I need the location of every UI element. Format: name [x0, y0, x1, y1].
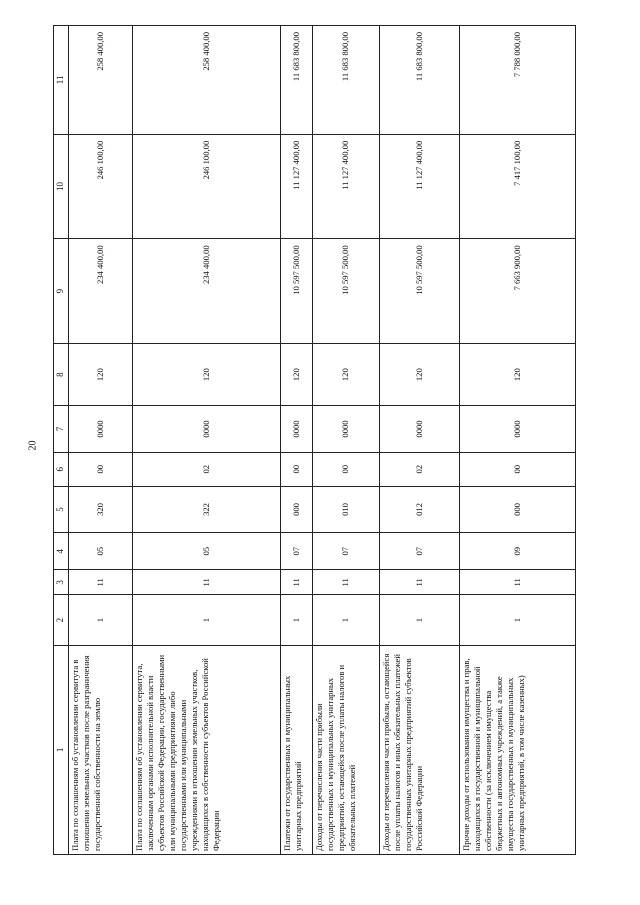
code-cell: 120: [280, 343, 312, 405]
code-cell: 0000: [379, 406, 459, 452]
code-cell: 120: [460, 343, 576, 405]
code-cell: 11: [313, 570, 380, 595]
code-cell: 010: [313, 486, 380, 532]
code-cell: 120: [68, 343, 132, 405]
amount-cell: 7 663 900,00: [460, 239, 576, 344]
header-cell: 6: [54, 452, 69, 486]
amount-cell: 10 597 500,00: [280, 239, 312, 344]
table-row: [68, 26, 132, 855]
description-cell: Плата по соглашениям об установлении сервитута в отношении земельных участков после разграничения государственной собственности на землю: [68, 645, 132, 854]
amount-cell: 7 788 000,00: [460, 26, 576, 135]
table-row: [379, 26, 459, 855]
amount-cell: 10 597 500,00: [313, 239, 380, 344]
code-cell: 1: [68, 595, 132, 645]
code-cell: 1: [313, 595, 380, 645]
header-cell: 3: [54, 570, 69, 595]
code-cell: 120: [379, 343, 459, 405]
amount-cell: 246 100,00: [132, 134, 280, 239]
table-row: [132, 26, 280, 855]
description-cell: Плата по соглашениям об установлении сервитута, заключенным органами исполнительной власти субъектов Российской Федерации, государственными или муниципальными предприятиями либо государственными или муниципальными учреждениями в отношении земельных участков, находящихся в собственности субъектов Российской Федерации: [132, 645, 280, 854]
code-cell: 07: [379, 533, 459, 570]
page-number: 20: [27, 440, 39, 451]
code-cell: 11: [460, 570, 576, 595]
code-cell: 02: [379, 452, 459, 486]
code-cell: 1: [460, 595, 576, 645]
header-cell: 9: [54, 239, 69, 344]
description-cell: Доходы от перечисления части прибыли, остающейся после уплаты налогов и иных обязательных платежей государственных унитарных предприятий субъектов Российской Федерации: [379, 645, 459, 854]
code-cell: 322: [132, 486, 280, 532]
code-cell: 000: [460, 486, 576, 532]
description-cell: Доходы от перечисления части прибыли государственных и муниципальных унитарных предприятий, остающейся после уплаты налогов и обязательных платежей: [313, 645, 380, 854]
code-cell: 11: [132, 570, 280, 595]
amount-cell: 246 100,00: [68, 134, 132, 239]
code-cell: 1: [132, 595, 280, 645]
amount-cell: 11 683 800,00: [313, 26, 380, 135]
header-cell: 2: [54, 595, 69, 645]
code-cell: 012: [379, 486, 459, 532]
revenue-table: [53, 25, 576, 855]
code-cell: 09: [460, 533, 576, 570]
code-cell: 0000: [460, 406, 576, 452]
code-cell: 1: [280, 595, 312, 645]
amount-cell: 7 417 100,00: [460, 134, 576, 239]
code-cell: 07: [313, 533, 380, 570]
table-row: [280, 26, 312, 855]
rotated-table-container: [53, 25, 576, 855]
code-cell: 0000: [68, 406, 132, 452]
amount-cell: 11 683 800,00: [379, 26, 459, 135]
code-cell: 000: [280, 486, 312, 532]
code-cell: 11: [68, 570, 132, 595]
header-cell: 10: [54, 134, 69, 239]
header-cell: 5: [54, 486, 69, 532]
description-cell: Прочие доходы от использования имущества и прав, находящихся в государственной и муниципальной собственности (за исключением имущества бюджетных и автономных учреждений, а также имущества государственных и муниципальных унитарных предприятий, в том числе казенных): [460, 645, 576, 854]
code-cell: 0000: [280, 406, 312, 452]
code-cell: 1: [379, 595, 459, 645]
code-cell: 02: [132, 452, 280, 486]
amount-cell: 234 400,00: [68, 239, 132, 344]
amount-cell: 11 683 800,00: [280, 26, 312, 135]
header-cell: 11: [54, 26, 69, 135]
table-row: [313, 26, 380, 855]
code-cell: 00: [280, 452, 312, 486]
code-cell: 11: [280, 570, 312, 595]
code-cell: 00: [68, 452, 132, 486]
code-cell: 05: [68, 533, 132, 570]
table-header-row: [54, 26, 69, 855]
code-cell: 120: [132, 343, 280, 405]
code-cell: 120: [313, 343, 380, 405]
amount-cell: 11 127 400,00: [313, 134, 380, 239]
code-cell: 00: [460, 452, 576, 486]
description-cell: Платежи от государственных и муниципальных унитарных предприятий: [280, 645, 312, 854]
table-row: [460, 26, 576, 855]
header-cell: 8: [54, 343, 69, 405]
amount-cell: 11 127 400,00: [280, 134, 312, 239]
code-cell: 320: [68, 486, 132, 532]
code-cell: 0000: [132, 406, 280, 452]
amount-cell: 234 400,00: [132, 239, 280, 344]
amount-cell: 10 597 500,00: [379, 239, 459, 344]
code-cell: 00: [313, 452, 380, 486]
code-cell: 0000: [313, 406, 380, 452]
amount-cell: 11 127 400,00: [379, 134, 459, 239]
amount-cell: 258 400,00: [132, 26, 280, 135]
amount-cell: 258 400,00: [68, 26, 132, 135]
header-cell: 7: [54, 406, 69, 452]
code-cell: 05: [132, 533, 280, 570]
header-cell: 4: [54, 533, 69, 570]
code-cell: 11: [379, 570, 459, 595]
code-cell: 07: [280, 533, 312, 570]
header-cell: 1: [54, 645, 69, 854]
